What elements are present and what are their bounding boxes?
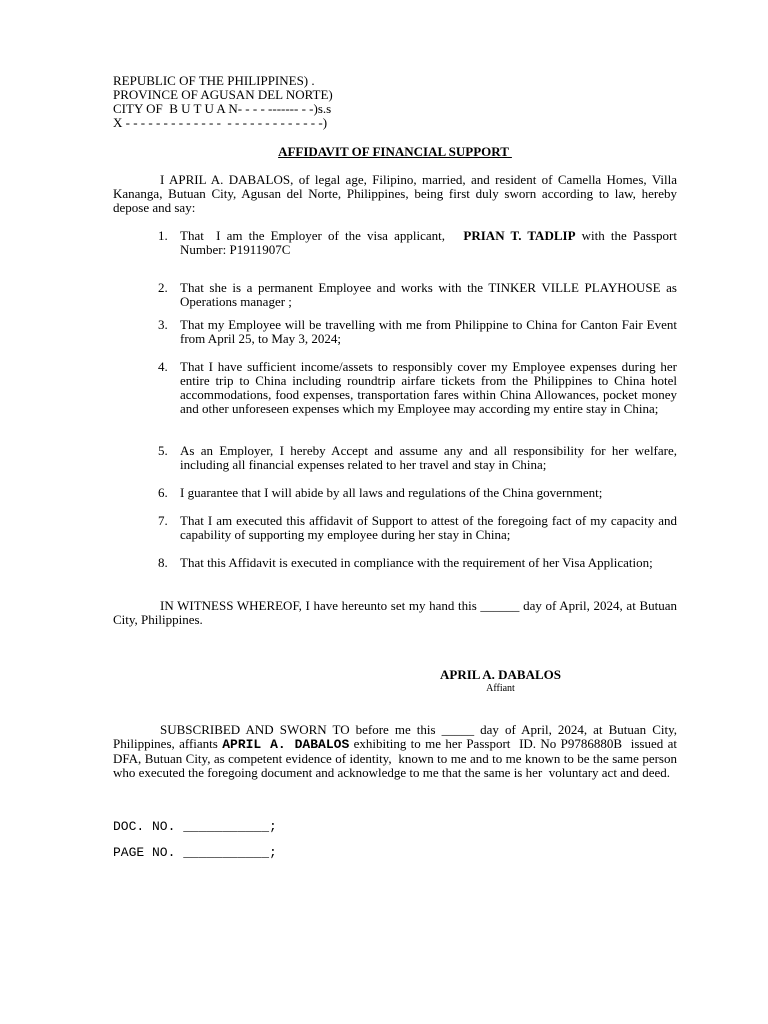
affiant-signature-name: APRIL A. DABALOS bbox=[440, 667, 561, 682]
jurat-text-part: SUBSCRIBED AND SWORN TO before me this _____ day of April, 2024, at Butuan City, Philippines, affiants bbox=[113, 722, 681, 751]
list-item bbox=[158, 360, 677, 416]
list-item-number: 1. bbox=[158, 228, 168, 243]
affiant-label: Affiant bbox=[486, 683, 515, 694]
intro-paragraph: I APRIL A. DABALOS, of legal age, Filipino, married, and resident of Camella Homes, Villa Kananga, Butuan City, Agusan del Norte, Philippines, being first duly sworn according to law, hereby depose and say: bbox=[113, 172, 677, 215]
list-item-text: That she is a permanent Employee and works with the TINKER VILLE PLAYHOUSE as Operations manager ; bbox=[180, 280, 677, 309]
list-item-number: 2. bbox=[158, 280, 168, 295]
list-item-number: 8. bbox=[158, 555, 168, 570]
list-item bbox=[158, 229, 677, 257]
list-item-number: 6. bbox=[158, 485, 168, 500]
venue-line-republic: REPUBLIC OF THE PHILIPPINES) . bbox=[113, 73, 315, 88]
list-item bbox=[158, 318, 677, 346]
list-item-number: 5. bbox=[158, 443, 168, 458]
doc-number-line: DOC. NO. ___________; bbox=[113, 819, 277, 834]
list-item-text-part: with the Passport Number: P1911907C bbox=[180, 228, 677, 257]
list-item bbox=[158, 486, 677, 500]
list-item-text: That my Employee will be travelling with me from Philippine to China for Canton Fair Event from April 25, to May 3, 2024; bbox=[180, 317, 677, 346]
venue-block bbox=[113, 74, 333, 130]
list-item-number: 7. bbox=[158, 513, 168, 528]
list-item bbox=[158, 281, 677, 309]
list-item-number: 3. bbox=[158, 317, 168, 332]
jurat-text-part: exhibiting to me her Passport ID. No P9786880B issued at DFA, Butuan City, as competent evidence of identity, known to me and to me known to be the same person who executed the foregoing document and acknowledge to me that the same is her voluntary act and deed. bbox=[113, 736, 681, 780]
document-title: AFFIDAVIT OF FINANCIAL SUPPORT bbox=[278, 144, 512, 159]
page-number-line: PAGE NO. ___________; bbox=[113, 845, 277, 860]
venue-line-province: PROVINCE OF AGUSAN DEL NORTE) bbox=[113, 87, 333, 102]
list-item-number: 4. bbox=[158, 359, 168, 374]
list-item-text: That I have sufficient income/assets to responsibly cover my Employee expenses during her entire trip to China including roundtrip airfare tickets from the Philippines to China hotel accommodations, food expenses, transportation fares within China Allowances, pocket money and other unforeseen expenses which my Employee may according my entire stay in China; bbox=[180, 359, 677, 416]
applicant-name: PRIAN T. TADLIP bbox=[463, 228, 576, 243]
jurat-paragraph bbox=[113, 722, 681, 780]
list-item-text: As an Employer, I hereby Accept and assume any and all responsibility for her welfare, including all financial expenses related to her travel and stay in China; bbox=[180, 443, 677, 472]
list-item-text bbox=[180, 229, 677, 257]
list-item-text-part: That I am the Employer of the visa applicant, bbox=[180, 228, 464, 243]
venue-line-x: X - - - - - - - - - - - - - - - - - - - - - - - - - -) bbox=[113, 115, 328, 130]
venue-line-city: CITY OF B U T U A N- - - - ------- - -)s.s bbox=[113, 101, 332, 116]
list-item bbox=[158, 556, 677, 570]
list-item-text: That this Affidavit is executed in compliance with the requirement of her Visa Application; bbox=[180, 555, 653, 570]
list-item bbox=[158, 444, 677, 472]
list-item-text: That I am executed this affidavit of Support to attest of the foregoing fact of my capacity and capability of supporting my employee during her stay in China; bbox=[180, 513, 677, 542]
list-item-text: I guarantee that I will abide by all laws and regulations of the China government; bbox=[180, 485, 603, 500]
witness-paragraph: IN WITNESS WHEREOF, I have hereunto set my hand this ______ day of April, 2024, at Butuan City, Philippines. bbox=[113, 598, 677, 627]
list-item bbox=[158, 514, 677, 542]
jurat-affiant-name: APRIL A. DABALOS bbox=[222, 737, 350, 752]
